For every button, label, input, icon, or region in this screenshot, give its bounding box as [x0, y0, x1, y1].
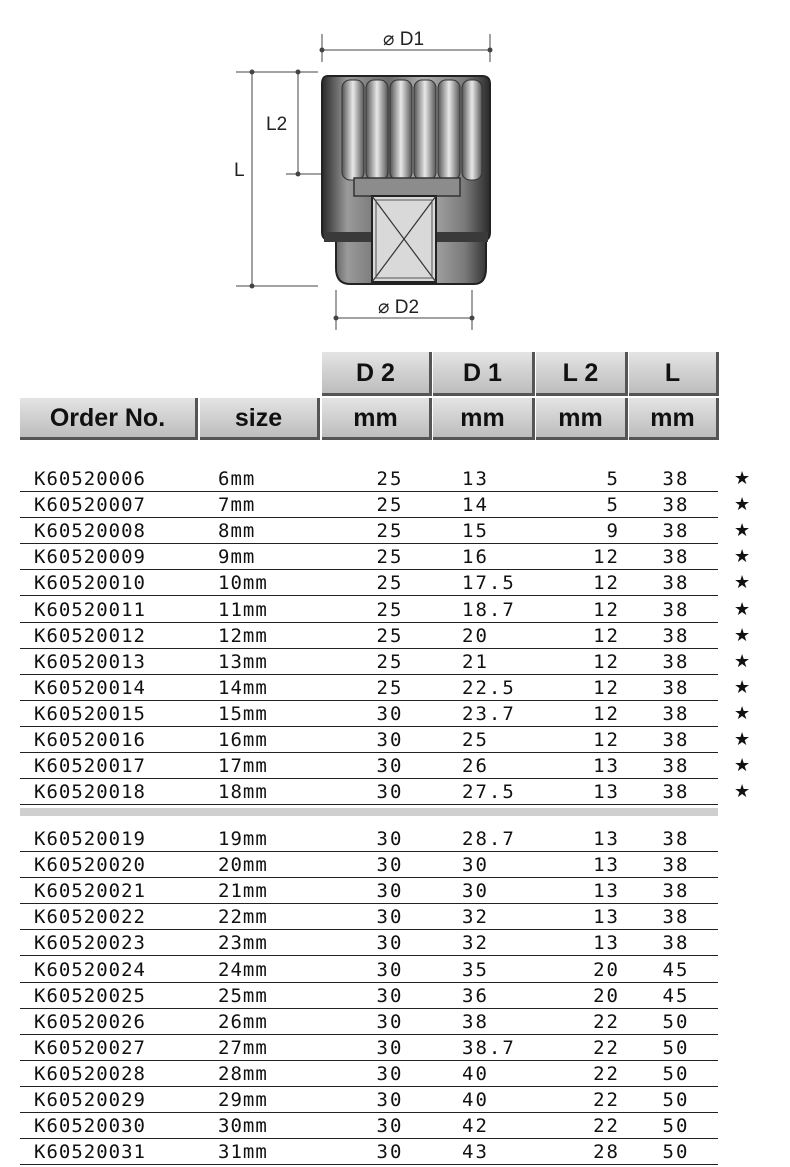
d2-cell: 30	[376, 1062, 404, 1085]
order-no-cell: K60520029	[34, 1089, 146, 1111]
order-no-cell: K60520026	[34, 1010, 146, 1033]
d2-cell: 25	[376, 650, 404, 673]
size-cell: 31mm	[218, 1141, 268, 1164]
star-mark: ★	[734, 520, 751, 542]
table-row	[20, 929, 718, 956]
l2-cell: 12	[593, 624, 620, 647]
l2-cell: 12	[593, 650, 620, 673]
size-cell: 10mm	[218, 572, 268, 595]
table-row	[20, 726, 751, 753]
order-no-cell: K60520031	[34, 1141, 146, 1164]
d1-cell: 32	[462, 932, 489, 955]
d2-cell: 30	[376, 958, 404, 981]
header-l: L	[629, 352, 719, 396]
l2-cell: 22	[593, 1036, 620, 1059]
size-cell: 28mm	[218, 1062, 268, 1085]
star-mark: ★	[734, 702, 751, 724]
d2-dimension-label: ⌀ D2	[378, 297, 420, 318]
l-cell: 45	[662, 984, 690, 1007]
size-cell: 15mm	[218, 702, 268, 725]
l2-cell: 12	[593, 572, 620, 595]
order-no-cell: K60520025	[34, 984, 146, 1007]
l-cell: 45	[662, 958, 690, 981]
table-row	[20, 622, 751, 649]
l-cell: 38	[662, 494, 690, 517]
d1-cell: 26	[462, 755, 489, 778]
table-row	[20, 1112, 718, 1139]
table-row	[20, 825, 718, 852]
table-row	[20, 674, 751, 701]
l2-cell: 22	[593, 1010, 620, 1033]
l-cell: 38	[662, 854, 690, 877]
size-cell: 6mm	[218, 468, 256, 490]
l2-cell: 13	[593, 906, 620, 929]
size-cell: 17mm	[218, 755, 268, 778]
d1-cell: 21	[462, 650, 489, 673]
l-cell: 38	[662, 546, 690, 569]
table-row	[20, 752, 751, 779]
d2-cell: 25	[376, 572, 404, 595]
d1-cell: 14	[462, 494, 489, 517]
l-cell: 38	[662, 468, 690, 490]
d2-cell: 25	[376, 494, 404, 517]
star-mark: ★	[734, 572, 751, 594]
d2-cell: 30	[376, 854, 404, 877]
size-cell: 13mm	[218, 650, 268, 673]
size-cell: 18mm	[218, 781, 268, 804]
star-mark: ★	[734, 468, 751, 489]
d1-cell: 17.5	[462, 572, 516, 595]
size-cell: 7mm	[218, 494, 256, 517]
d1-cell: 38.7	[462, 1036, 516, 1059]
l-cell: 38	[662, 828, 690, 850]
l-cell: 38	[662, 906, 690, 929]
l2-cell: 20	[593, 984, 620, 1007]
table-row	[20, 1138, 718, 1165]
order-no-cell: K60520022	[34, 906, 146, 929]
d2-cell: 30	[376, 828, 404, 850]
l-cell: 38	[662, 755, 690, 778]
star-mark: ★	[734, 781, 751, 803]
l-cell: 38	[662, 650, 690, 673]
order-no-cell: K60520018	[34, 781, 146, 804]
size-cell: 23mm	[218, 932, 268, 955]
star-mark: ★	[734, 729, 751, 750]
socket-dimension-diagram	[0, 0, 790, 340]
order-no-cell: K60520021	[34, 880, 146, 903]
size-cell: 30mm	[218, 1115, 268, 1138]
star-mark: ★	[734, 676, 751, 698]
l2-cell: 12	[593, 598, 620, 621]
d1-cell: 15	[462, 520, 489, 543]
d2-cell: 30	[376, 781, 404, 804]
d1-cell: 27.5	[462, 781, 516, 804]
header-d2-unit: mm	[322, 398, 432, 440]
d1-dimension-label: ⌀ D1	[383, 29, 425, 50]
order-no-cell: K60520017	[34, 755, 146, 778]
star-mark: ★	[734, 598, 751, 620]
table-row	[20, 491, 751, 518]
size-cell: 11mm	[218, 598, 268, 621]
l-dimension-label: L	[234, 160, 245, 181]
d1-cell: 35	[462, 958, 489, 981]
d1-cell: 25	[462, 729, 489, 751]
d2-cell: 30	[376, 755, 404, 778]
header-l2-unit: mm	[536, 398, 628, 440]
d1-cell: 43	[462, 1141, 489, 1164]
order-no-cell: K60520020	[34, 854, 146, 877]
size-cell: 8mm	[218, 520, 256, 543]
header-size: size	[200, 398, 320, 440]
table-row	[20, 596, 751, 623]
table-row	[20, 1060, 718, 1087]
d1-cell: 40	[462, 1062, 489, 1085]
order-no-cell: K60520010	[34, 572, 146, 595]
l-cell: 38	[662, 520, 690, 543]
l-cell: 50	[662, 1062, 690, 1085]
d2-cell: 30	[376, 1010, 404, 1033]
l-cell: 50	[662, 1141, 690, 1164]
d1-cell: 40	[462, 1089, 489, 1111]
l2-cell: 9	[606, 520, 620, 543]
l-cell: 38	[662, 572, 690, 595]
l2-cell: 13	[593, 932, 620, 955]
d1-cell: 13	[462, 468, 489, 490]
table-row	[20, 877, 718, 904]
d2-cell: 30	[376, 1036, 404, 1059]
size-cell: 20mm	[218, 854, 268, 877]
size-cell: 14mm	[218, 676, 268, 699]
d1-cell: 20	[462, 624, 489, 647]
header-d2: D 2	[322, 352, 432, 396]
table-row	[20, 465, 751, 492]
table-row	[20, 517, 751, 544]
d1-cell: 32	[462, 906, 489, 929]
size-cell: 26mm	[218, 1010, 268, 1033]
size-cell: 9mm	[218, 546, 256, 569]
l2-cell: 22	[593, 1089, 620, 1111]
order-no-cell: K60520008	[34, 520, 146, 543]
d2-cell: 30	[376, 1115, 404, 1138]
l2-cell: 22	[593, 1115, 620, 1138]
table-row	[20, 903, 718, 930]
d2-cell: 25	[376, 598, 404, 621]
size-cell: 22mm	[218, 906, 268, 929]
star-mark: ★	[734, 650, 751, 672]
size-cell: 24mm	[218, 958, 268, 981]
l2-cell: 5	[606, 494, 620, 517]
d1-cell: 23.7	[462, 702, 516, 725]
l2-cell: 13	[593, 781, 620, 804]
d2-cell: 25	[376, 624, 404, 647]
d2-cell: 30	[376, 1089, 404, 1111]
table-row	[20, 569, 751, 596]
header-d1-unit: mm	[433, 398, 535, 440]
l-cell: 38	[662, 702, 690, 725]
d2-cell: 25	[376, 520, 404, 543]
d2-cell: 30	[376, 702, 404, 725]
order-no-cell: K60520006	[34, 468, 146, 490]
header-l2: L 2	[536, 352, 628, 396]
table-row	[20, 1008, 718, 1035]
l2-cell: 12	[593, 702, 620, 725]
d1-cell: 18.7	[462, 598, 516, 621]
d1-cell: 28.7	[462, 828, 516, 850]
d1-cell: 30	[462, 880, 489, 903]
order-no-cell: K60520023	[34, 932, 146, 955]
table-row	[20, 543, 751, 570]
l2-cell: 20	[593, 958, 620, 981]
star-mark: ★	[734, 494, 751, 516]
d2-cell: 30	[376, 729, 404, 751]
order-no-cell: K60520024	[34, 958, 146, 981]
table-row	[20, 648, 751, 675]
l2-cell: 13	[593, 755, 620, 778]
d2-cell: 30	[376, 932, 404, 955]
star-mark: ★	[734, 624, 751, 646]
star-mark: ★	[734, 755, 751, 777]
l-cell: 50	[662, 1036, 690, 1059]
size-cell: 25mm	[218, 984, 268, 1007]
order-no-cell: K60520013	[34, 650, 146, 673]
l-cell: 50	[662, 1115, 690, 1138]
header-order-no: Order No.	[20, 398, 198, 440]
d2-cell: 30	[376, 906, 404, 929]
d1-cell: 36	[462, 984, 489, 1007]
order-no-cell: K60520014	[34, 676, 146, 699]
l2-cell: 13	[593, 854, 620, 877]
order-no-cell: K60520011	[34, 598, 146, 621]
l-cell: 50	[662, 1089, 690, 1111]
order-no-cell: K60520030	[34, 1115, 146, 1138]
l2-dimension-label: L2	[266, 114, 288, 135]
table-row	[20, 700, 751, 727]
d2-cell: 30	[376, 1141, 404, 1164]
table-row	[20, 1086, 718, 1113]
l-cell: 38	[662, 624, 690, 647]
order-no-cell: K60520009	[34, 546, 146, 569]
l2-cell: 13	[593, 828, 620, 850]
l2-cell: 12	[593, 729, 620, 751]
table-row	[20, 982, 718, 1009]
d1-cell: 30	[462, 854, 489, 877]
l-cell: 38	[662, 676, 690, 699]
d2-cell: 25	[376, 676, 404, 699]
size-cell: 21mm	[218, 880, 268, 903]
order-no-cell: K60520012	[34, 624, 146, 647]
star-mark: ★	[734, 546, 751, 568]
l-cell: 38	[662, 932, 690, 955]
l2-cell: 12	[593, 546, 620, 569]
order-no-cell: K60520019	[34, 828, 146, 850]
d2-cell: 30	[376, 984, 404, 1007]
order-no-cell: K60520028	[34, 1062, 146, 1085]
order-no-cell: K60520016	[34, 729, 146, 751]
l2-cell: 13	[593, 880, 620, 903]
order-no-cell: K60520015	[34, 702, 146, 725]
size-cell: 27mm	[218, 1036, 268, 1059]
table-row	[20, 851, 718, 878]
order-no-cell: K60520007	[34, 494, 146, 517]
l-cell: 50	[662, 1010, 690, 1033]
d1-cell: 42	[462, 1115, 489, 1138]
d2-cell: 25	[376, 546, 404, 569]
l-cell: 38	[662, 729, 690, 751]
l2-cell: 22	[593, 1062, 620, 1085]
d1-cell: 16	[462, 546, 489, 569]
l-cell: 38	[662, 598, 690, 621]
l-cell: 38	[662, 781, 690, 804]
table-row	[20, 1034, 718, 1061]
order-no-cell: K60520027	[34, 1036, 146, 1059]
header-l-unit: mm	[629, 398, 719, 440]
l2-cell: 12	[593, 676, 620, 699]
table-row	[20, 956, 718, 983]
size-cell: 16mm	[218, 729, 268, 751]
header-d1: D 1	[433, 352, 535, 396]
l-cell: 38	[662, 880, 690, 903]
table-row	[20, 778, 751, 805]
l2-cell: 5	[606, 468, 620, 490]
d2-cell: 30	[376, 880, 404, 903]
d1-cell: 38	[462, 1010, 489, 1033]
l2-cell: 28	[593, 1141, 620, 1164]
size-cell: 19mm	[218, 828, 268, 850]
d2-cell: 25	[376, 468, 404, 490]
size-cell: 29mm	[218, 1089, 268, 1111]
size-cell: 12mm	[218, 624, 268, 647]
d1-cell: 22.5	[462, 676, 516, 699]
group-separator	[20, 808, 718, 816]
